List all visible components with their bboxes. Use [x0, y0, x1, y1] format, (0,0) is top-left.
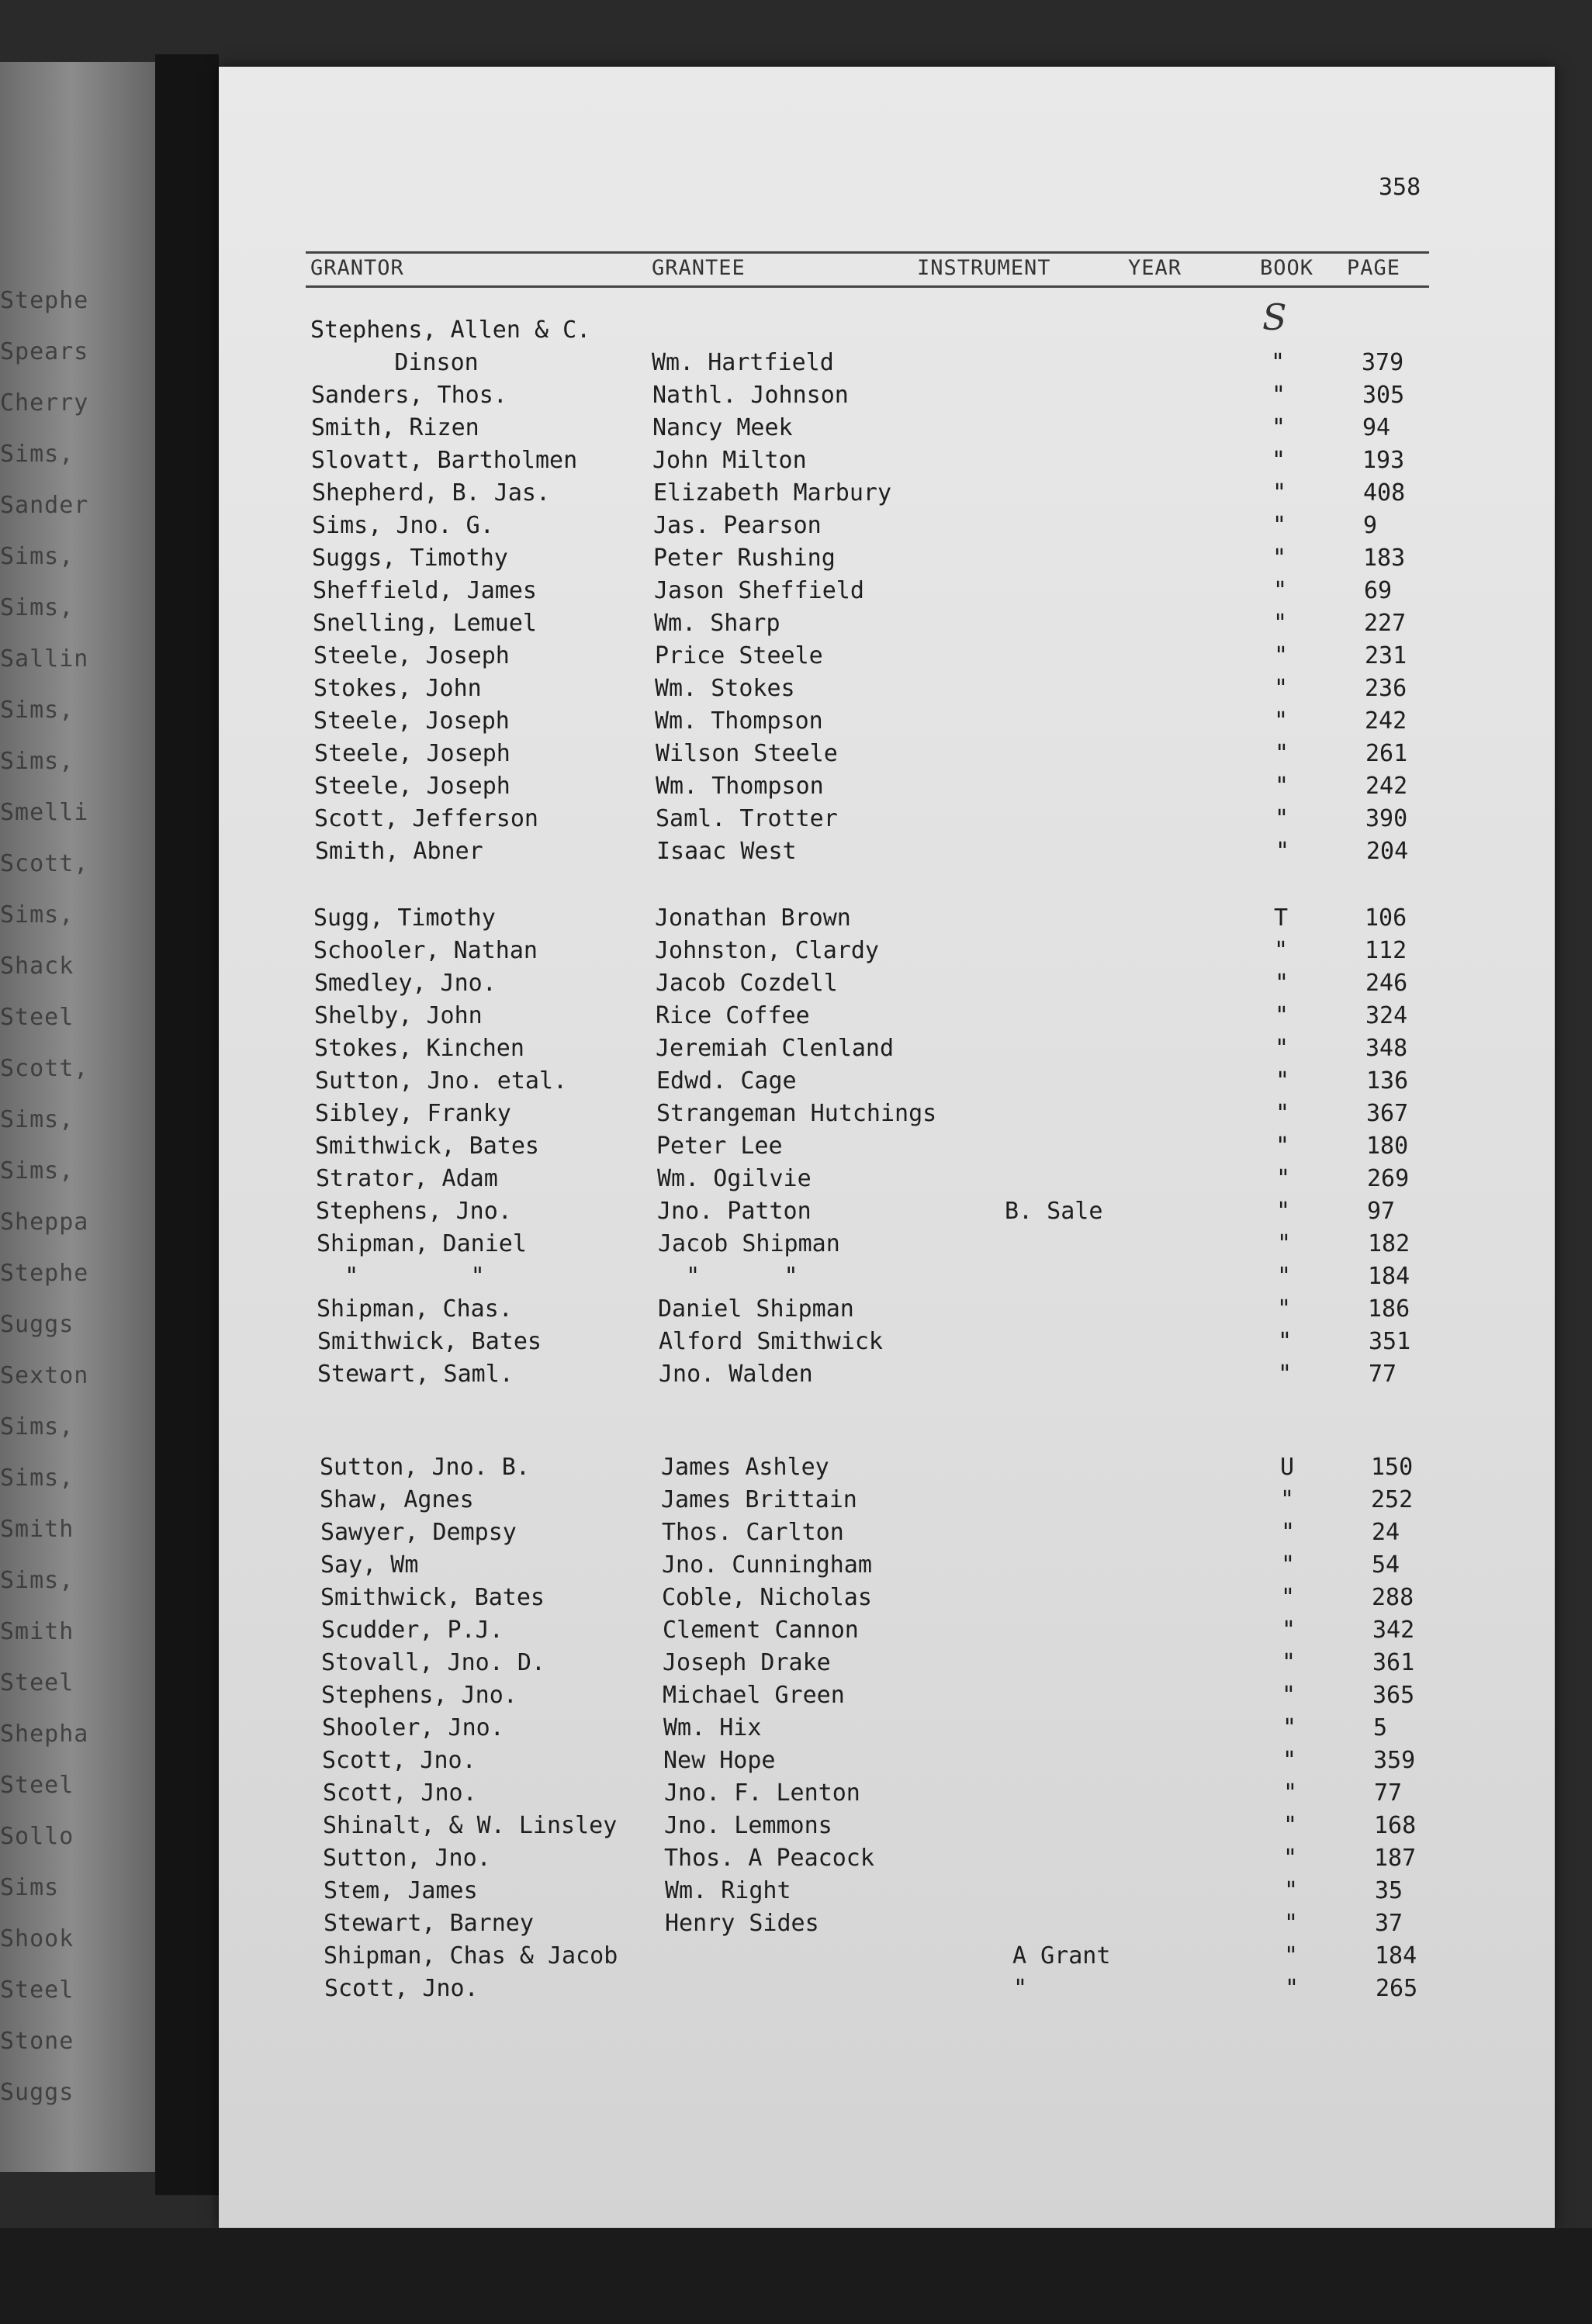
column-header-instrument: INSTRUMENT [917, 256, 1051, 280]
grantee-cell: Wm. Ogilvie [657, 1165, 812, 1192]
book-cell: " [1275, 838, 1290, 865]
page-cell: 168 [1374, 1812, 1417, 1839]
grantor-cell: Sibley, Franky [315, 1100, 511, 1127]
ledger-row [313, 642, 1446, 673]
grantee-cell: Michael Green [663, 1682, 845, 1709]
column-header-grantee: GRANTEE [652, 256, 746, 280]
book-cell: " [1275, 773, 1289, 800]
page-cell: 351 [1369, 1328, 1411, 1355]
grantor-cell: Scott, Jefferson [314, 805, 538, 832]
ledger-row [315, 838, 1448, 869]
ledger-row [314, 1035, 1447, 1066]
grantee-cell: Thos. A Peacock [664, 1845, 874, 1872]
book-cell: " [1275, 1035, 1289, 1062]
page-cell: 379 [1362, 349, 1404, 376]
grantor-cell: Schooler, Nathan [313, 937, 538, 964]
book-binding [155, 54, 219, 2195]
grantor-cell: Dinson [310, 349, 479, 376]
adjacent-page-text: Smith [0, 1516, 74, 1543]
grantor-cell: " " [317, 1263, 485, 1290]
page-cell: 150 [1371, 1454, 1414, 1481]
page-cell: 265 [1376, 1975, 1418, 2002]
adjacent-page-text: Stephe [0, 287, 89, 314]
ledger-row [323, 1845, 1455, 1876]
book-cell: " [1272, 414, 1286, 441]
page-cell: 136 [1366, 1067, 1409, 1095]
grantor-cell: Scott, Jno. [323, 1779, 477, 1807]
grantor-cell: Sims, Jno. G. [312, 512, 494, 539]
ledger-row [324, 1910, 1456, 1941]
grantor-cell: Stewart, Saml. [317, 1361, 514, 1388]
ledger-row [313, 904, 1446, 935]
adjacent-page-text: Spears [0, 338, 89, 365]
grantor-cell: Sutton, Jno. B. [320, 1454, 530, 1481]
ledger-row [311, 382, 1444, 413]
grantor-cell: Stovall, Jno. D. [321, 1649, 545, 1676]
grantor-cell: Shaw, Agnes [320, 1486, 474, 1513]
ledger-row [324, 1942, 1456, 1973]
page-cell: 77 [1369, 1361, 1397, 1388]
ledger-row [315, 1100, 1448, 1131]
grantor-cell: Steele, Joseph [313, 707, 510, 735]
grantee-cell: New Hope [663, 1747, 776, 1774]
book-cell: " [1283, 1845, 1298, 1872]
page-cell: 361 [1372, 1649, 1415, 1676]
book-cell: " [1274, 707, 1289, 735]
grantee-cell: Elizabeth Marbury [653, 479, 892, 507]
grantee-cell: Peter Lee [656, 1133, 783, 1160]
instrument-cell: A Grant [1012, 1942, 1111, 1970]
book-cell: T [1274, 904, 1289, 932]
adjacent-page-text: Shook [0, 1925, 74, 1952]
column-header-page: PAGE [1347, 256, 1401, 280]
ledger-row [317, 1328, 1450, 1359]
grantor-cell: Snelling, Lemuel [313, 610, 537, 637]
column-header-year: YEAR [1128, 256, 1182, 280]
page-cell: 77 [1374, 1779, 1403, 1807]
film-edge [0, 2228, 1592, 2324]
grantee-cell: Jacob Cozdell [656, 970, 838, 997]
page-cell: 359 [1373, 1747, 1416, 1774]
book-cell: " [1278, 1361, 1293, 1388]
ledger-row [323, 1812, 1455, 1843]
grantee-cell: Alford Smithwick [659, 1328, 883, 1355]
grantor-cell: Stephens, Allen & C. [310, 316, 591, 344]
page-cell: 37 [1375, 1910, 1403, 1937]
book-cell: " [1282, 1714, 1297, 1741]
grantor-cell: Shipman, Chas & Jacob [324, 1942, 618, 1970]
grantor-cell: Shinalt, & W. Linsley [323, 1812, 618, 1839]
grantee-cell: Nathl. Johnson [652, 382, 849, 409]
grantor-cell: Sanders, Thos. [311, 382, 507, 409]
ledger-row [314, 740, 1447, 771]
page-cell: 186 [1368, 1295, 1410, 1323]
page-cell: 35 [1375, 1877, 1403, 1904]
grantor-cell: Scudder, P.J. [321, 1617, 504, 1644]
ledger-row [314, 1002, 1447, 1033]
page-cell: 94 [1362, 414, 1391, 441]
grantor-cell: Sugg, Timothy [313, 904, 496, 932]
adjacent-page-fragment [0, 62, 178, 2172]
page-cell: 204 [1366, 838, 1409, 865]
book-cell: U [1280, 1454, 1295, 1481]
ledger-row [311, 447, 1444, 478]
page-cell: 54 [1372, 1551, 1400, 1579]
page-cell: 269 [1367, 1165, 1410, 1192]
grantee-cell: Saml. Trotter [656, 805, 838, 832]
page-cell: 183 [1363, 545, 1406, 572]
ledger-row [321, 1682, 1454, 1713]
book-cell: " [1274, 675, 1289, 702]
ledger-row [315, 1067, 1448, 1098]
page-cell: 97 [1367, 1198, 1396, 1225]
book-cell: " [1283, 1779, 1298, 1807]
grantor-cell: Say, Wm [320, 1551, 419, 1579]
grantee-cell: Wm. Right [665, 1877, 791, 1904]
adjacent-page-text: Shack [0, 953, 74, 980]
adjacent-page-text: Sims, [0, 1106, 74, 1133]
grantor-cell: Scott, Jno. [324, 1975, 479, 2002]
ledger-row [316, 1198, 1448, 1229]
grantee-cell: Jno. Lemmons [664, 1812, 832, 1839]
ledger-row [321, 1649, 1454, 1680]
ledger-row [313, 675, 1446, 706]
book-cell: " [1273, 577, 1288, 604]
grantor-cell: Shipman, Chas. [317, 1295, 513, 1323]
ledger-row [322, 1747, 1455, 1778]
grantee-cell: John Milton [652, 447, 807, 474]
book-cell: " [1272, 512, 1287, 539]
ledger-row [313, 577, 1445, 608]
book-cell: " [1285, 1975, 1300, 2002]
grantee-cell: Jas. Pearson [653, 512, 822, 539]
column-header-grantor: GRANTOR [310, 256, 404, 280]
grantee-cell: Jacob Shipman [658, 1230, 840, 1257]
book-cell: " [1277, 1230, 1292, 1257]
adjacent-page-text: Sollo [0, 1823, 74, 1850]
page-cell: 242 [1365, 707, 1407, 735]
grantee-cell: James Ashley [661, 1454, 829, 1481]
ledger-row [310, 349, 1443, 380]
grantor-cell: Stokes, Kinchen [314, 1035, 524, 1062]
grantee-cell: Wilson Steele [656, 740, 838, 767]
book-cell: " [1275, 970, 1289, 997]
ledger-page [219, 67, 1555, 2228]
grantee-cell: Wm. Hix [663, 1714, 762, 1741]
adjacent-page-text: Scott, [0, 1055, 89, 1082]
adjacent-page-text: Scott, [0, 850, 89, 877]
grantor-cell: Smithwick, Bates [315, 1133, 539, 1160]
grantor-cell: Smith, Rizen [311, 414, 479, 441]
adjacent-page-text: Sallin [0, 645, 89, 673]
book-cell: " [1273, 610, 1288, 637]
adjacent-page-text: Stone [0, 2028, 74, 2055]
book-cell: " [1281, 1519, 1296, 1546]
adjacent-page-text: Steel [0, 1772, 74, 1799]
adjacent-page-text: Steel [0, 1004, 74, 1031]
page-cell: 24 [1372, 1519, 1400, 1546]
adjacent-page-text: Sims, [0, 1465, 74, 1492]
ledger-row [317, 1263, 1449, 1294]
adjacent-page-text: Steel [0, 1669, 74, 1696]
ledger-row [316, 1165, 1448, 1196]
page-cell: 227 [1364, 610, 1407, 637]
page-cell: 365 [1372, 1682, 1415, 1709]
book-cell: " [1276, 1165, 1291, 1192]
adjacent-page-text: Suggs [0, 1311, 74, 1338]
grantor-cell: Stem, James [324, 1877, 478, 1904]
grantor-cell: Smedley, Jno. [314, 970, 497, 997]
ledger-row [314, 970, 1447, 1001]
page-cell: 390 [1365, 805, 1408, 832]
book-cell: " [1281, 1551, 1296, 1579]
grantee-cell: James Brittain [661, 1486, 857, 1513]
book-cell: " [1284, 1877, 1299, 1904]
ledger-row [313, 707, 1446, 738]
page-cell: 367 [1366, 1100, 1409, 1127]
book-cell: " [1277, 1295, 1292, 1323]
grantor-cell: Sheffield, James [313, 577, 537, 604]
book-cell: " [1272, 447, 1286, 474]
adjacent-page-text: Smelli [0, 799, 89, 826]
book-cell: " [1283, 1812, 1298, 1839]
ledger-row [320, 1454, 1452, 1485]
adjacent-page-text: Sims, [0, 697, 74, 724]
book-cell: " [1275, 1002, 1289, 1029]
book-cell: " [1275, 805, 1289, 832]
ledger-row [320, 1584, 1453, 1615]
book-cell: " [1275, 740, 1289, 767]
grantee-cell: Daniel Shipman [658, 1295, 854, 1323]
book-cell: " [1276, 1198, 1291, 1225]
grantor-cell: Shipman, Daniel [317, 1230, 527, 1257]
page-cell: 348 [1365, 1035, 1408, 1062]
page-cell: 184 [1375, 1942, 1417, 1970]
page-cell: 180 [1366, 1133, 1409, 1160]
ledger-row [323, 1779, 1455, 1810]
page-cell: 261 [1365, 740, 1408, 767]
ledger-row [314, 805, 1447, 836]
adjacent-page-text: Sims, [0, 748, 74, 775]
ledger-row [313, 610, 1445, 641]
grantor-cell: Sutton, Jno. [323, 1845, 491, 1872]
ledger-row [317, 1361, 1450, 1392]
adjacent-page-text: Sims, [0, 1413, 74, 1440]
page-cell: 5 [1373, 1714, 1388, 1741]
page-cell: 246 [1365, 970, 1408, 997]
ledger-row [317, 1230, 1449, 1261]
header-rule-bottom [306, 285, 1429, 288]
page-cell: 236 [1365, 675, 1407, 702]
ledger-row [324, 1877, 1456, 1908]
grantor-cell: Shelby, John [314, 1002, 483, 1029]
page-cell: 342 [1372, 1617, 1415, 1644]
grantee-cell: Edwd. Cage [656, 1067, 797, 1095]
column-header-book: BOOK [1260, 256, 1314, 280]
book-cell: " [1282, 1682, 1296, 1709]
book-cell: " [1284, 1942, 1299, 1970]
page-cell: 288 [1372, 1584, 1414, 1611]
ledger-row [313, 937, 1446, 968]
grantor-cell: Steele, Joseph [314, 773, 510, 800]
book-cell: " [1282, 1617, 1296, 1644]
book-cell: " [1272, 382, 1286, 409]
page-cell: 184 [1368, 1263, 1410, 1290]
grantee-cell: Jason Sheffield [654, 577, 864, 604]
grantee-cell: Thos. Carlton [662, 1519, 844, 1546]
grantee-cell: Price Steele [655, 642, 823, 669]
book-cell: " [1272, 479, 1287, 507]
grantee-cell: Jno. Cunningham [662, 1551, 872, 1579]
handwritten-book-mark: S [1262, 296, 1287, 338]
grantor-cell: Strator, Adam [316, 1165, 498, 1192]
header-rule-top [306, 251, 1429, 254]
grantor-cell: Slovatt, Bartholmen [311, 447, 578, 474]
instrument-cell: B. Sale [1005, 1198, 1103, 1225]
grantor-cell: Shepherd, B. Jas. [312, 479, 551, 507]
grantor-cell: Smithwick, Bates [320, 1584, 545, 1611]
book-cell: " [1272, 545, 1287, 572]
grantee-cell: Jeremiah Clenland [656, 1035, 895, 1062]
grantor-cell: Smith, Abner [315, 838, 483, 865]
adjacent-page-text: Smith [0, 1618, 74, 1645]
book-cell: " [1274, 937, 1289, 964]
page-cell: 408 [1363, 479, 1406, 507]
adjacent-page-text: Cherry [0, 389, 89, 417]
page-cell: 106 [1365, 904, 1407, 932]
ledger-row [320, 1551, 1453, 1582]
book-cell: " [1280, 1486, 1295, 1513]
grantor-cell: Steele, Joseph [313, 642, 510, 669]
grantor-cell: Shooler, Jno. [322, 1714, 504, 1741]
page-cell: 324 [1365, 1002, 1408, 1029]
grantee-cell: Joseph Drake [663, 1649, 831, 1676]
grantee-cell: Peter Rushing [653, 545, 836, 572]
grantee-cell: Clement Cannon [663, 1617, 859, 1644]
grantee-cell: Henry Sides [665, 1910, 819, 1937]
grantee-cell: Jno. Patton [657, 1198, 812, 1225]
grantee-cell: Wm. Thompson [656, 773, 824, 800]
ledger-row [311, 414, 1444, 445]
ledger-row [312, 545, 1445, 576]
page-cell: 242 [1365, 773, 1408, 800]
grantee-cell: Wm. Stokes [655, 675, 795, 702]
page-cell: 187 [1374, 1845, 1417, 1872]
ledger-row [322, 1714, 1455, 1745]
book-cell: " [1284, 1910, 1299, 1937]
ledger-row [320, 1486, 1452, 1517]
adjacent-page-text: Sims, [0, 594, 74, 621]
grantor-cell: Suggs, Timothy [312, 545, 508, 572]
ledger-row [317, 1295, 1449, 1326]
grantee-cell: Strangeman Hutchings [656, 1100, 937, 1127]
book-cell: " [1282, 1649, 1296, 1676]
grantee-cell: Wm. Thompson [655, 707, 823, 735]
page-cell: 69 [1364, 577, 1393, 604]
book-cell: " [1275, 1100, 1290, 1127]
grantee-cell: Jno. Walden [659, 1361, 813, 1388]
grantee-cell: Nancy Meek [652, 414, 793, 441]
grantor-cell: Stephens, Jno. [316, 1198, 512, 1225]
adjacent-page-text: Sims, [0, 1157, 74, 1184]
instrument-cell: " [1013, 1975, 1028, 2002]
grantee-cell: Rice Coffee [656, 1002, 810, 1029]
adjacent-page-text: Sheppa [0, 1209, 89, 1236]
adjacent-page-text: Sims, [0, 1567, 74, 1594]
book-cell: " [1282, 1747, 1297, 1774]
grantee-cell: Jonathan Brown [655, 904, 851, 932]
book-cell: " [1274, 642, 1289, 669]
page-cell: 193 [1362, 447, 1405, 474]
grantee-cell: Jno. F. Lenton [664, 1779, 860, 1807]
ledger-row [321, 1617, 1454, 1648]
grantor-cell: Sutton, Jno. etal. [315, 1067, 568, 1095]
ledger-row [315, 1133, 1448, 1164]
adjacent-page-text: Shepha [0, 1721, 89, 1748]
grantor-cell: Scott, Jno. [322, 1747, 476, 1774]
ledger-row [312, 512, 1445, 543]
grantor-cell: Smithwick, Bates [317, 1328, 542, 1355]
adjacent-page-text: Sims, [0, 441, 74, 468]
ledger-row [310, 316, 1443, 348]
page-cell: 231 [1365, 642, 1407, 669]
book-cell: " [1271, 349, 1286, 376]
ledger-row [320, 1519, 1453, 1550]
book-cell: " [1278, 1328, 1293, 1355]
grantee-cell: Wm. Hartfield [652, 349, 834, 376]
adjacent-page-text: Sims, [0, 901, 74, 929]
grantor-cell: Stephens, Jno. [321, 1682, 517, 1709]
book-cell: " [1275, 1067, 1290, 1095]
adjacent-page-text: Sims, [0, 543, 74, 570]
page-cell: 305 [1362, 382, 1405, 409]
page-cell: 9 [1363, 512, 1378, 539]
page-cell: 252 [1371, 1486, 1414, 1513]
grantor-cell: Stokes, John [313, 675, 482, 702]
book-cell: " [1275, 1133, 1290, 1160]
grantor-cell: Stewart, Barney [324, 1910, 534, 1937]
grantee-cell: Wm. Sharp [654, 610, 780, 637]
grantee-cell: Coble, Nicholas [662, 1584, 872, 1611]
page-cell: 182 [1368, 1230, 1410, 1257]
adjacent-page-text: Suggs [0, 2079, 74, 2106]
grantor-cell: Steele, Joseph [314, 740, 510, 767]
adjacent-page-text: Sander [0, 492, 89, 519]
grantee-cell: Johnston, Clardy [655, 937, 879, 964]
page-cell: 112 [1365, 937, 1407, 964]
page-number: 358 [1379, 174, 1421, 201]
book-cell: " [1277, 1263, 1292, 1290]
grantee-cell: Isaac West [656, 838, 797, 865]
ledger-row [324, 1975, 1457, 2006]
grantee-cell: " " [658, 1263, 798, 1290]
adjacent-page-text: Steel [0, 1976, 74, 2004]
adjacent-page-text: Stephe [0, 1260, 89, 1287]
ledger-row [314, 773, 1447, 804]
ledger-row [312, 479, 1445, 510]
adjacent-page-text: Sexton [0, 1362, 89, 1389]
adjacent-page-text: Sims [0, 1874, 60, 1901]
grantor-cell: Sawyer, Dempsy [320, 1519, 517, 1546]
book-cell: " [1281, 1584, 1296, 1611]
